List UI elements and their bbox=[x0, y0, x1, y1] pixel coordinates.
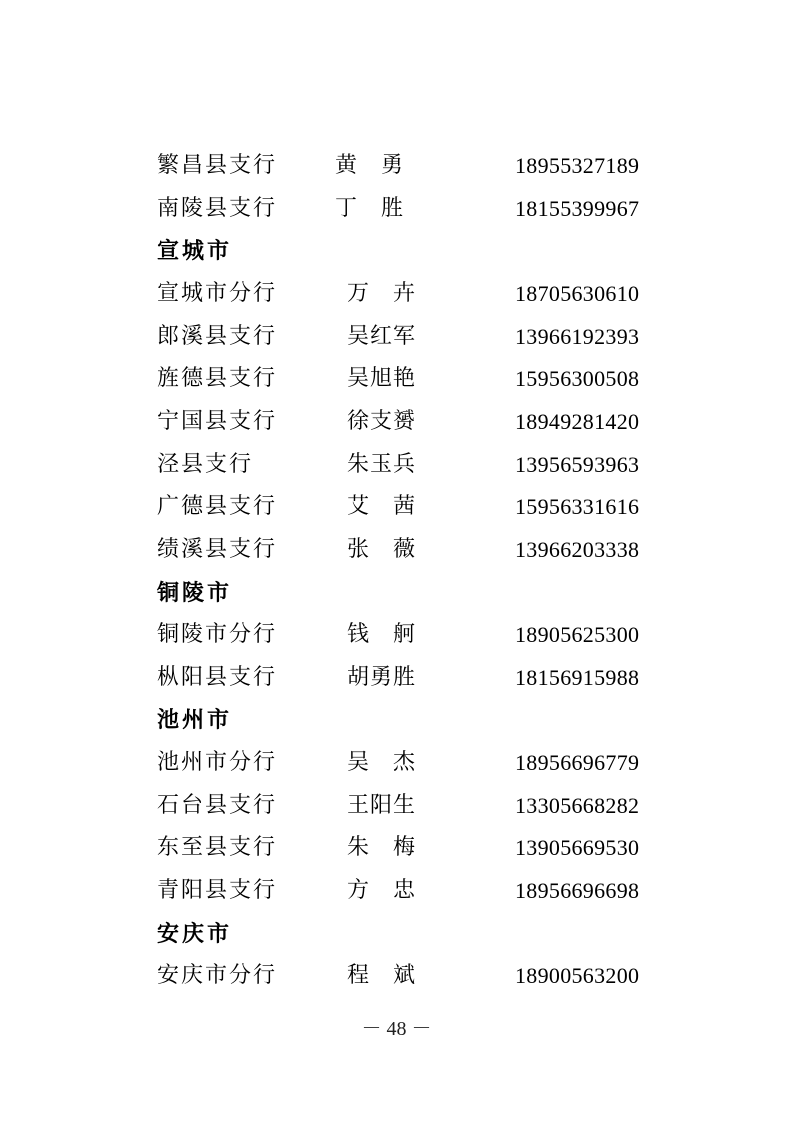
phone-number: 18705630610 bbox=[515, 280, 640, 306]
contact-person: 方 忠 bbox=[347, 878, 417, 904]
branch-name: 铜陵市分行 bbox=[157, 622, 278, 648]
section-heading: 池州市 bbox=[157, 707, 233, 734]
branch-name: 东至县支行 bbox=[157, 835, 278, 861]
phone-number: 18949281420 bbox=[515, 408, 640, 434]
branch-name: 宣城市分行 bbox=[157, 280, 278, 306]
contact-row bbox=[0, 358, 793, 400]
contact-row bbox=[0, 742, 793, 784]
section-heading-row bbox=[0, 699, 793, 741]
contact-row bbox=[0, 529, 793, 571]
branch-name: 绩溪县支行 bbox=[157, 536, 278, 562]
phone-number: 18905625300 bbox=[515, 622, 640, 648]
contact-row bbox=[0, 785, 793, 827]
contact-row bbox=[0, 955, 793, 997]
contact-person: 徐支赟 bbox=[347, 408, 417, 434]
branch-name: 石台县支行 bbox=[157, 792, 278, 818]
contact-row bbox=[0, 273, 793, 315]
branch-name: 泾县支行 bbox=[157, 451, 254, 477]
phone-number: 13956593963 bbox=[515, 451, 640, 477]
phone-number: 18956696698 bbox=[515, 878, 640, 904]
phone-number: 18156915988 bbox=[515, 664, 640, 690]
contact-person: 艾 茜 bbox=[347, 494, 417, 520]
contact-person: 钱 舸 bbox=[347, 622, 417, 648]
branch-name: 安庆市分行 bbox=[157, 963, 278, 989]
section-heading-row bbox=[0, 230, 793, 272]
contact-person: 黄 勇 bbox=[335, 153, 405, 178]
contact-person: 朱 梅 bbox=[347, 835, 417, 861]
phone-number: 13966192393 bbox=[515, 323, 640, 349]
phone-number: 18155399967 bbox=[515, 195, 640, 221]
contact-person: 张 薇 bbox=[347, 536, 417, 562]
contact-person: 万 卉 bbox=[347, 280, 417, 306]
contact-row bbox=[0, 145, 793, 187]
contact-row bbox=[0, 486, 793, 528]
branch-name: 广德县支行 bbox=[157, 494, 278, 520]
contact-row bbox=[0, 401, 793, 443]
contact-person: 程 斌 bbox=[347, 963, 417, 989]
phone-number: 13966203338 bbox=[515, 536, 640, 562]
contact-person: 吴 杰 bbox=[347, 750, 417, 776]
contact-row bbox=[0, 614, 793, 656]
contact-row bbox=[0, 870, 793, 912]
branch-name: 繁昌县支行 bbox=[157, 153, 278, 178]
contact-person: 丁 胜 bbox=[335, 195, 405, 221]
section-heading: 宣城市 bbox=[157, 238, 233, 265]
phone-number: 13305668282 bbox=[515, 792, 640, 818]
section-heading: 铜陵市 bbox=[157, 579, 233, 606]
section-heading: 安庆市 bbox=[157, 920, 233, 947]
phone-number: 15956300508 bbox=[515, 366, 640, 392]
phone-number: 13905669530 bbox=[515, 835, 640, 861]
branch-name: 宁国县支行 bbox=[157, 408, 278, 434]
contact-person: 王阳生 bbox=[347, 792, 417, 818]
phone-number: 18955327189 bbox=[515, 153, 640, 178]
contact-person: 朱玉兵 bbox=[347, 451, 417, 477]
contact-row bbox=[0, 188, 793, 230]
branch-name: 枞阳县支行 bbox=[157, 664, 278, 690]
contact-row bbox=[0, 657, 793, 699]
contact-person: 吴旭艳 bbox=[347, 366, 417, 392]
branch-name: 南陵县支行 bbox=[157, 195, 278, 221]
branch-name: 郎溪县支行 bbox=[157, 323, 278, 349]
phone-number: 15956331616 bbox=[515, 494, 640, 520]
section-heading-row bbox=[0, 913, 793, 955]
phone-number: 18900563200 bbox=[515, 963, 640, 989]
phone-number: 18956696779 bbox=[515, 750, 640, 776]
branch-name: 池州市分行 bbox=[157, 750, 278, 776]
branch-name: 旌德县支行 bbox=[157, 366, 278, 392]
contact-row bbox=[0, 444, 793, 486]
contact-person: 吴红军 bbox=[347, 323, 417, 349]
contact-person: 胡勇胜 bbox=[347, 664, 417, 690]
contact-row bbox=[0, 827, 793, 869]
contact-row bbox=[0, 316, 793, 358]
page-number: － 48 － bbox=[361, 1018, 432, 1040]
section-heading-row bbox=[0, 572, 793, 614]
branch-name: 青阳县支行 bbox=[157, 878, 278, 904]
